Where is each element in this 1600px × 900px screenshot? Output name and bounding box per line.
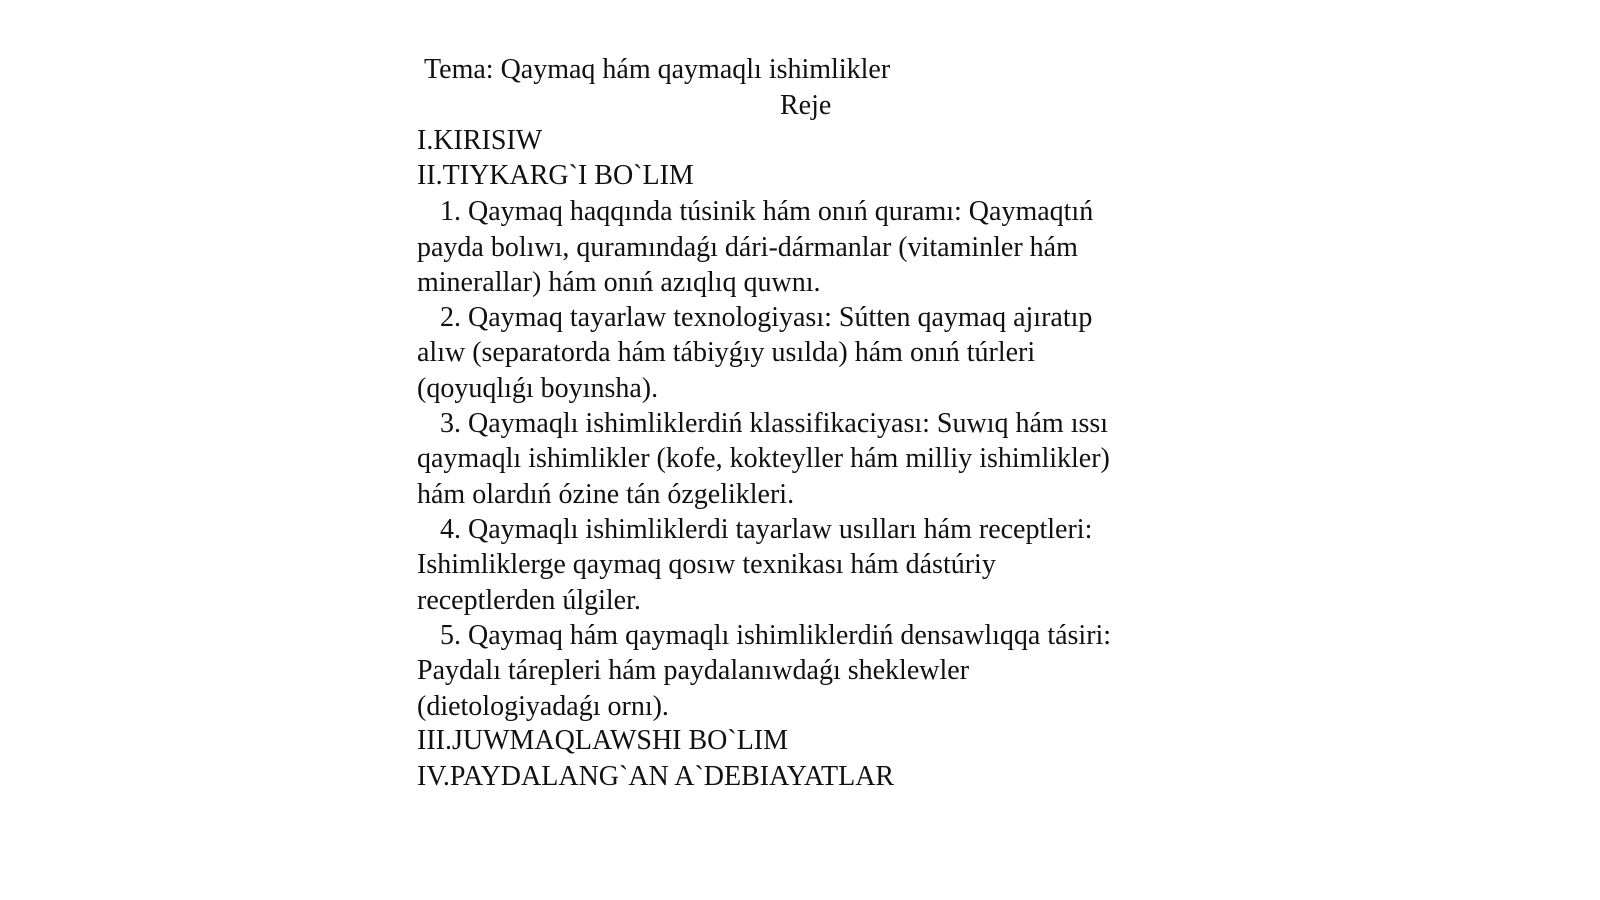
- item-4-line-1: 4. Qaymaqlı ishimliklerdi tayarlaw usılları hám receptleri:: [440, 514, 1093, 545]
- section-references: IV.PAYDALANG`AN A`DEBIAYATLAR: [417, 761, 895, 792]
- item-2-line-1: 2. Qaymaq tayarlaw texnologiyası: Sútten qaymaq ajıratıp: [440, 302, 1093, 333]
- item-5-line-1: 5. Qaymaq hám qaymaqlı ishimliklerdiń densawlıqqa tásiri:: [440, 620, 1112, 651]
- item-1-line-2: payda bolıwı, quramındaǵı dári-dármanlar (vitaminler hám: [417, 232, 1078, 263]
- section-conclusion: III.JUWMAQLAWSHI BO`LIM: [417, 725, 789, 756]
- item-2-line-2: alıw (separatorda hám tábiyǵıy usılda) hám onıń túrleri: [417, 337, 1036, 368]
- item-3-line-2: qaymaqlı ishimlikler (kofe, kokteyller hám milliy ishimlikler): [417, 443, 1110, 474]
- item-2-line-3: (qoyuqlıǵı boyınsha).: [417, 373, 659, 404]
- item-5-line-3: (dietologiyadaǵı ornı).: [417, 691, 669, 722]
- plan-heading: Reje: [780, 90, 832, 121]
- item-5-line-2: Paydalı tárepleri hám paydalanıwdaǵı sheklewler: [417, 655, 970, 686]
- section-intro: I.KIRISIW: [417, 125, 543, 156]
- item-3-line-3: hám olardıń ózine tán ózgelikleri.: [417, 479, 795, 510]
- section-main: II.TIYKARG`I BO`LIM: [417, 160, 694, 191]
- item-1-line-1: 1. Qaymaq haqqında túsinik hám onıń quramı: Qaymaqtıń: [440, 196, 1094, 227]
- item-1-line-3: minerallar) hám onıń azıqlıq quwnı.: [417, 267, 821, 298]
- item-4-line-3: receptlerden úlgiler.: [417, 585, 641, 616]
- item-3-line-1: 3. Qaymaqlı ishimliklerdiń klassifikaciyası: Suwıq hám ıssı: [440, 408, 1109, 439]
- document-topic: Tema: Qaymaq hám qaymaqlı ishimlikler: [424, 54, 891, 85]
- item-4-line-2: Ishimliklerge qaymaq qosıw texnikası hám dástúriy: [417, 549, 996, 580]
